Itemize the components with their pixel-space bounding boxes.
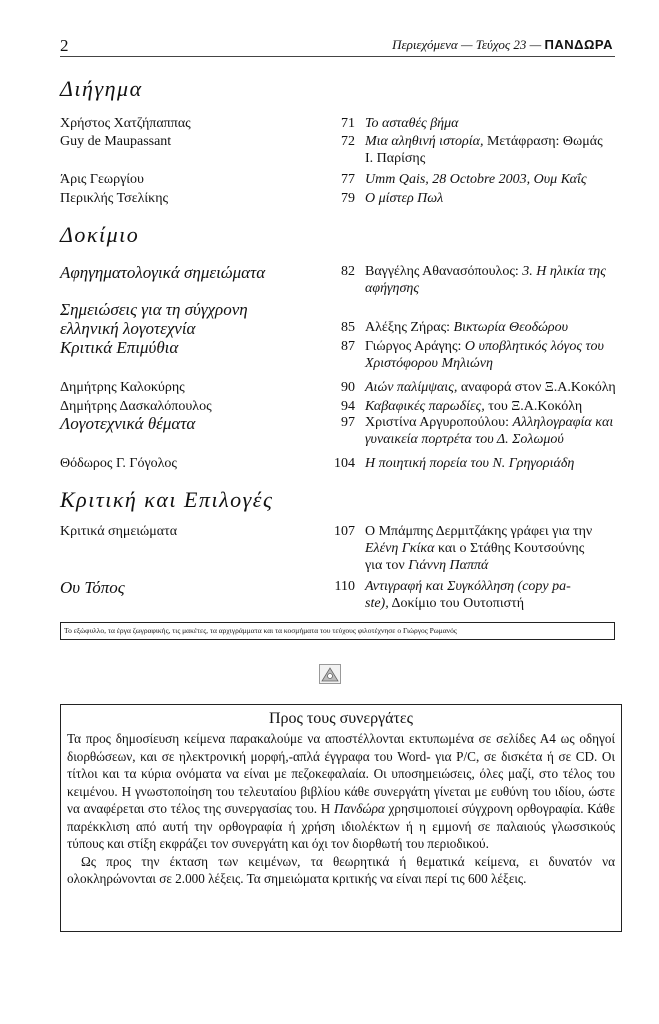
toc-author: Αφηγηματολογικά σημειώματα <box>60 263 266 282</box>
toc-work-title: Ελένη Γκίκα <box>365 541 435 556</box>
toc-author: Λογοτεχνικά θέματα <box>60 414 196 433</box>
toc-work-title: Καβαφικές παρωδίες, <box>365 399 485 414</box>
toc-work <box>365 263 620 297</box>
toc-author: Χρήστος Χατζήπαππας <box>60 116 191 131</box>
toc-page: 94 <box>341 399 355 414</box>
toc-page: 110 <box>334 579 355 594</box>
toc-work <box>365 319 620 336</box>
toc-work-credit: Δοκίμιο του Ουτοπιστή <box>388 596 525 611</box>
toc-work-credit: Ι. Παρίσης <box>365 151 426 166</box>
notice-paragraph: Ως προς την έκταση των κειμένων, τα θεωρητικά ή θεματικά κείμενα, ει δυνατόν να ολοκληρώνονται σε 2.000 λέξεις. Τα σημειώματα κριτικής να είναι περί τις 600 λέξεις. <box>67 853 615 886</box>
notice-title: Προς τους συνεργάτες <box>269 710 413 727</box>
toc-work-author: Χριστίνα Αργυροπούλου: <box>365 415 513 430</box>
page-number: 2 <box>60 36 69 55</box>
contributors-notice <box>60 704 622 932</box>
toc-author: Ου Τόπος <box>60 578 125 597</box>
toc-work: Η ποιητική πορεία του Ν. Γρηγοριάδη <box>365 456 575 471</box>
toc-work-title: Αντιγραφή και Συγκόλληση (copy pa- <box>365 579 571 594</box>
toc-work <box>365 523 620 574</box>
toc-work-credit: Μετάφραση: Θωμάς <box>483 134 603 149</box>
toc-page: 77 <box>341 172 355 187</box>
toc-work-author: Γιώργος Αράγης: <box>365 339 465 354</box>
toc-work-credit: αναφορά στον Ξ.Α.Κοκόλη <box>457 380 616 395</box>
toc-work <box>365 578 620 612</box>
notice-magazine-name: Πανδώρα <box>333 801 385 816</box>
toc-author: Δημήτρης Δασκαλόπουλος <box>60 399 212 414</box>
notice-text: Τα προς δημοσίευση κείμενα παρακαλούμε να αποστέλλονται εκτυπωμένα σε σελίδες Α4 ως οδηγοί διορθώσεων, και σε ηλεκτρονική μορφή,-απλά έγγραφα του Word- για P/C, σε δισκέτα ή σε CD. Οι τίτλοι και τα κύρια ονόματα να είναι με πεζοκεφαλαία. Οι υποσημειώσεις, όλες μαζί, στο τέλος του κειμένου. Η γνωστοποίηση του τελευταίου βιβλίου κάθε συνεργάτη γίνεται με ευθύνη του ιδίου, ώστε να αναφέρεται στο τέλος της συνεργασίας του. Η <box>67 731 615 816</box>
toc-page: 87 <box>341 339 355 354</box>
running-header <box>392 37 613 53</box>
toc-work-author: Βαγγέλης Αθανασόπουλος: <box>365 264 523 279</box>
notice-text: χρησιμοποιεί σύγχρονη ορθογραφία. Κάθε παρέκκλιση από αυτή την ορθογραφία ή χρήση ιδιολέκτων ή η εμμονή σε παλαιούς γλωσσικούς τύπους και στίξη εκφράζει τον συνεργάτη και όχι τον διορθωτή του περιοδικού. <box>67 801 615 851</box>
toc-page: 97 <box>341 415 355 430</box>
section-title-kritiki: Κριτική και Επιλογές <box>60 487 274 512</box>
toc-author: Περικλής Τσελίκης <box>60 191 169 206</box>
toc-work-title: ste), <box>365 596 389 611</box>
toc-work-title: Γιάννη Παππά <box>408 558 489 573</box>
toc-author: Θόδωρος Γ. Γόγολος <box>60 456 177 471</box>
toc-work-line: για τον <box>365 558 409 573</box>
toc-page: 90 <box>341 380 355 395</box>
toc-page: 71 <box>341 116 355 131</box>
toc-work-title: Αλληλογραφία και γυναικεία πορτρέτα του Δ. Σολωμού <box>365 415 614 447</box>
toc-work: Το ασταθές βήμα <box>365 116 459 131</box>
toc-author-line: Σημειώσεις για τη σύγχρονη <box>60 300 248 319</box>
toc-author: Κριτικά Επιμύθια <box>60 338 179 357</box>
toc-work-title: Μια αληθινή ιστορία, <box>365 134 484 149</box>
toc-work-credit: του Ξ.Α.Κοκόλη <box>484 399 583 414</box>
toc-author-line: ελληνική λογοτεχνία <box>60 319 196 338</box>
toc-work-line: και ο Στάθης Κουτσούνης <box>434 541 585 556</box>
toc-work <box>365 379 620 396</box>
toc-work-title: 3. Η ηλικία της αφήγησης <box>365 264 606 296</box>
running-title: Περιεχόμενα — Τεύχος 23 — <box>392 37 542 52</box>
magazine-logo: ΠΑΝΔΩΡΑ <box>544 37 613 52</box>
toc-work <box>365 338 620 372</box>
toc-page: 107 <box>334 524 355 539</box>
toc-page: 72 <box>341 134 355 149</box>
notice-paragraph <box>67 730 615 853</box>
toc-work-line: Ο Μπάμπης Δερμιτζάκης γράφει για την <box>365 524 593 539</box>
cover-credit: Το εξώφυλλο, τα έργα ζωγραφικής, τις μακέτες, τα αρχιγράμματα και τα κοσμήματα του τεύχους φιλοτέχνησε ο Γιώργος Ρωμανός <box>60 622 615 640</box>
toc-work-title: Βικτωρία Θεοδώρου <box>453 320 569 335</box>
toc-work <box>365 133 620 167</box>
toc-work-title: Αιών παλίμψαις, <box>365 380 458 395</box>
toc-page: 104 <box>334 456 355 471</box>
header-rule <box>60 56 615 57</box>
toc-author: Guy de Maupassant <box>60 134 172 149</box>
toc-page: 85 <box>341 320 355 335</box>
toc-author: Κριτικά σημειώματα <box>60 524 178 539</box>
toc-work-author: Αλέξης Ζήρας: <box>365 320 454 335</box>
section-title-dokimio: Δοκίμιο <box>60 222 140 247</box>
pandora-ornament-icon <box>319 664 341 684</box>
toc-work-title: Ο υποβλητικός λόγος του Χριστόφορου Μηλιώνη <box>365 339 604 371</box>
toc-author: Δημήτρης Καλοκύρης <box>60 380 185 395</box>
toc-work: Umm Qais, 28 Octobre 2003, Ουμ Καΐς <box>365 172 587 187</box>
toc-page: 82 <box>341 264 355 279</box>
toc-page: 79 <box>341 191 355 206</box>
section-title-diigima: Διήγημα <box>60 76 143 101</box>
toc-work <box>365 398 620 415</box>
toc-author: Άρις Γεωργίου <box>60 172 144 187</box>
toc-author <box>60 300 305 338</box>
toc-work <box>365 414 620 448</box>
toc-work: Ο μίστερ Πωλ <box>365 191 444 206</box>
